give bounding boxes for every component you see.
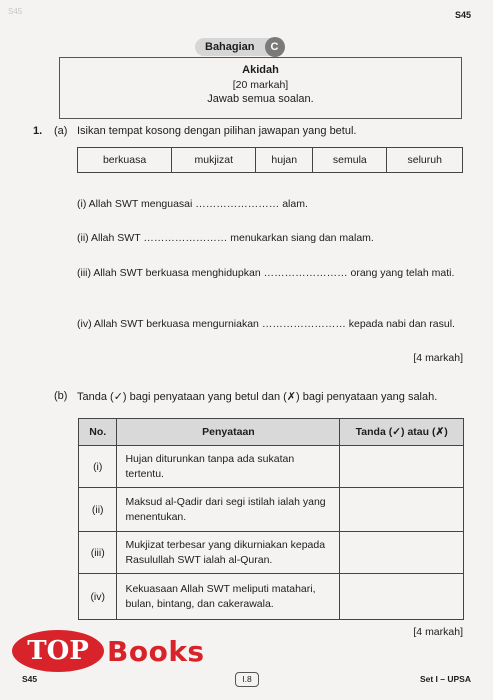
part-a-prompt: Isikan tempat kosong dengan pilihan jawapan yang betul. [77,125,357,137]
row-statement: Mukjizat terbesar yang dikurniakan kepada Rasulullah SWT ialah al-Quran. [117,532,340,574]
logo-top-text: TOP [12,630,104,672]
header-statement: Penyataan [117,419,340,446]
section-letter: C [265,37,285,57]
page-code: S45 [454,10,471,20]
part-a-label: (a) [54,125,68,137]
section-title: Akidah [242,64,279,76]
section-badge [195,38,283,56]
footer-set-label: Set I – UPSA [419,674,471,684]
fill-item [77,197,469,212]
question-number: 1. [33,125,43,137]
table-row [79,574,464,620]
header-no: No. [79,419,117,446]
word-choice: berkuasa [78,148,172,173]
part-b-marks: [4 markah] [413,626,463,638]
fill-item-text: Allah SWT menguasai …………………… alam. [88,198,308,210]
section-marks: [20 markah] [232,79,289,91]
part-b-prompt: Tanda (✓) bagi penyataan yang betul dan (✗) bagi penyataan yang salah. [77,391,438,403]
answer-cell[interactable] [340,488,464,532]
answer-cell[interactable] [340,532,464,574]
section-instruction: Jawab semua soalan. [207,93,314,105]
answer-cell[interactable] [340,574,464,620]
fill-item [77,231,469,246]
fill-item-text: Allah SWT …………………… menukarkan siang dan malam. [91,232,374,244]
table-row [79,446,464,488]
ghost-page-code: S45 [8,7,23,16]
row-number: (i) [79,446,117,488]
footer-page-number: I.8 [235,672,259,687]
word-choice: mukjizat [172,148,256,173]
section-label: Bahagian [205,41,255,53]
row-number: (iii) [79,532,117,574]
fill-item-number: (i) [77,198,87,210]
answer-cell[interactable] [340,446,464,488]
fill-item-number: (ii) [77,232,89,244]
logo-books-text: Books [107,635,205,668]
row-statement: Kekuasaan Allah SWT meliputi matahari, bulan, bintang, dan cakerawala. [117,574,340,620]
word-choice: semula [313,148,387,173]
word-choice: hujan [256,148,313,173]
footer-code: S45 [22,674,38,684]
fill-item-number: (iv) [77,318,92,330]
table-row [79,532,464,574]
fill-item-text: Allah SWT berkuasa menghidupkan …………………… orang yang telah mati. [93,267,455,279]
row-statement: Hujan diturunkan tanpa ada sukatan tertentu. [117,446,340,488]
row-number: (ii) [79,488,117,532]
fill-item-text: Allah SWT berkuasa mengurniakan …………………… kepada nabi dan rasul. [93,318,455,330]
header-mark: Tanda (✓) atau (✗) [340,419,464,446]
row-number: (iv) [79,574,117,620]
word-choice: seluruh [387,148,463,173]
part-b-label: (b) [54,390,68,402]
fill-item [77,317,469,332]
table-row [79,488,464,532]
row-statement: Maksud al-Qadir dari segi istilah ialah yang menentukan. [117,488,340,532]
fill-item-number: (iii) [77,267,91,279]
section-header-box [59,57,462,119]
topbooks-logo [12,630,205,674]
fill-item [77,266,469,281]
part-a-marks: [4 markah] [413,352,463,364]
word-choices-table [77,147,463,173]
statements-table [78,418,464,620]
